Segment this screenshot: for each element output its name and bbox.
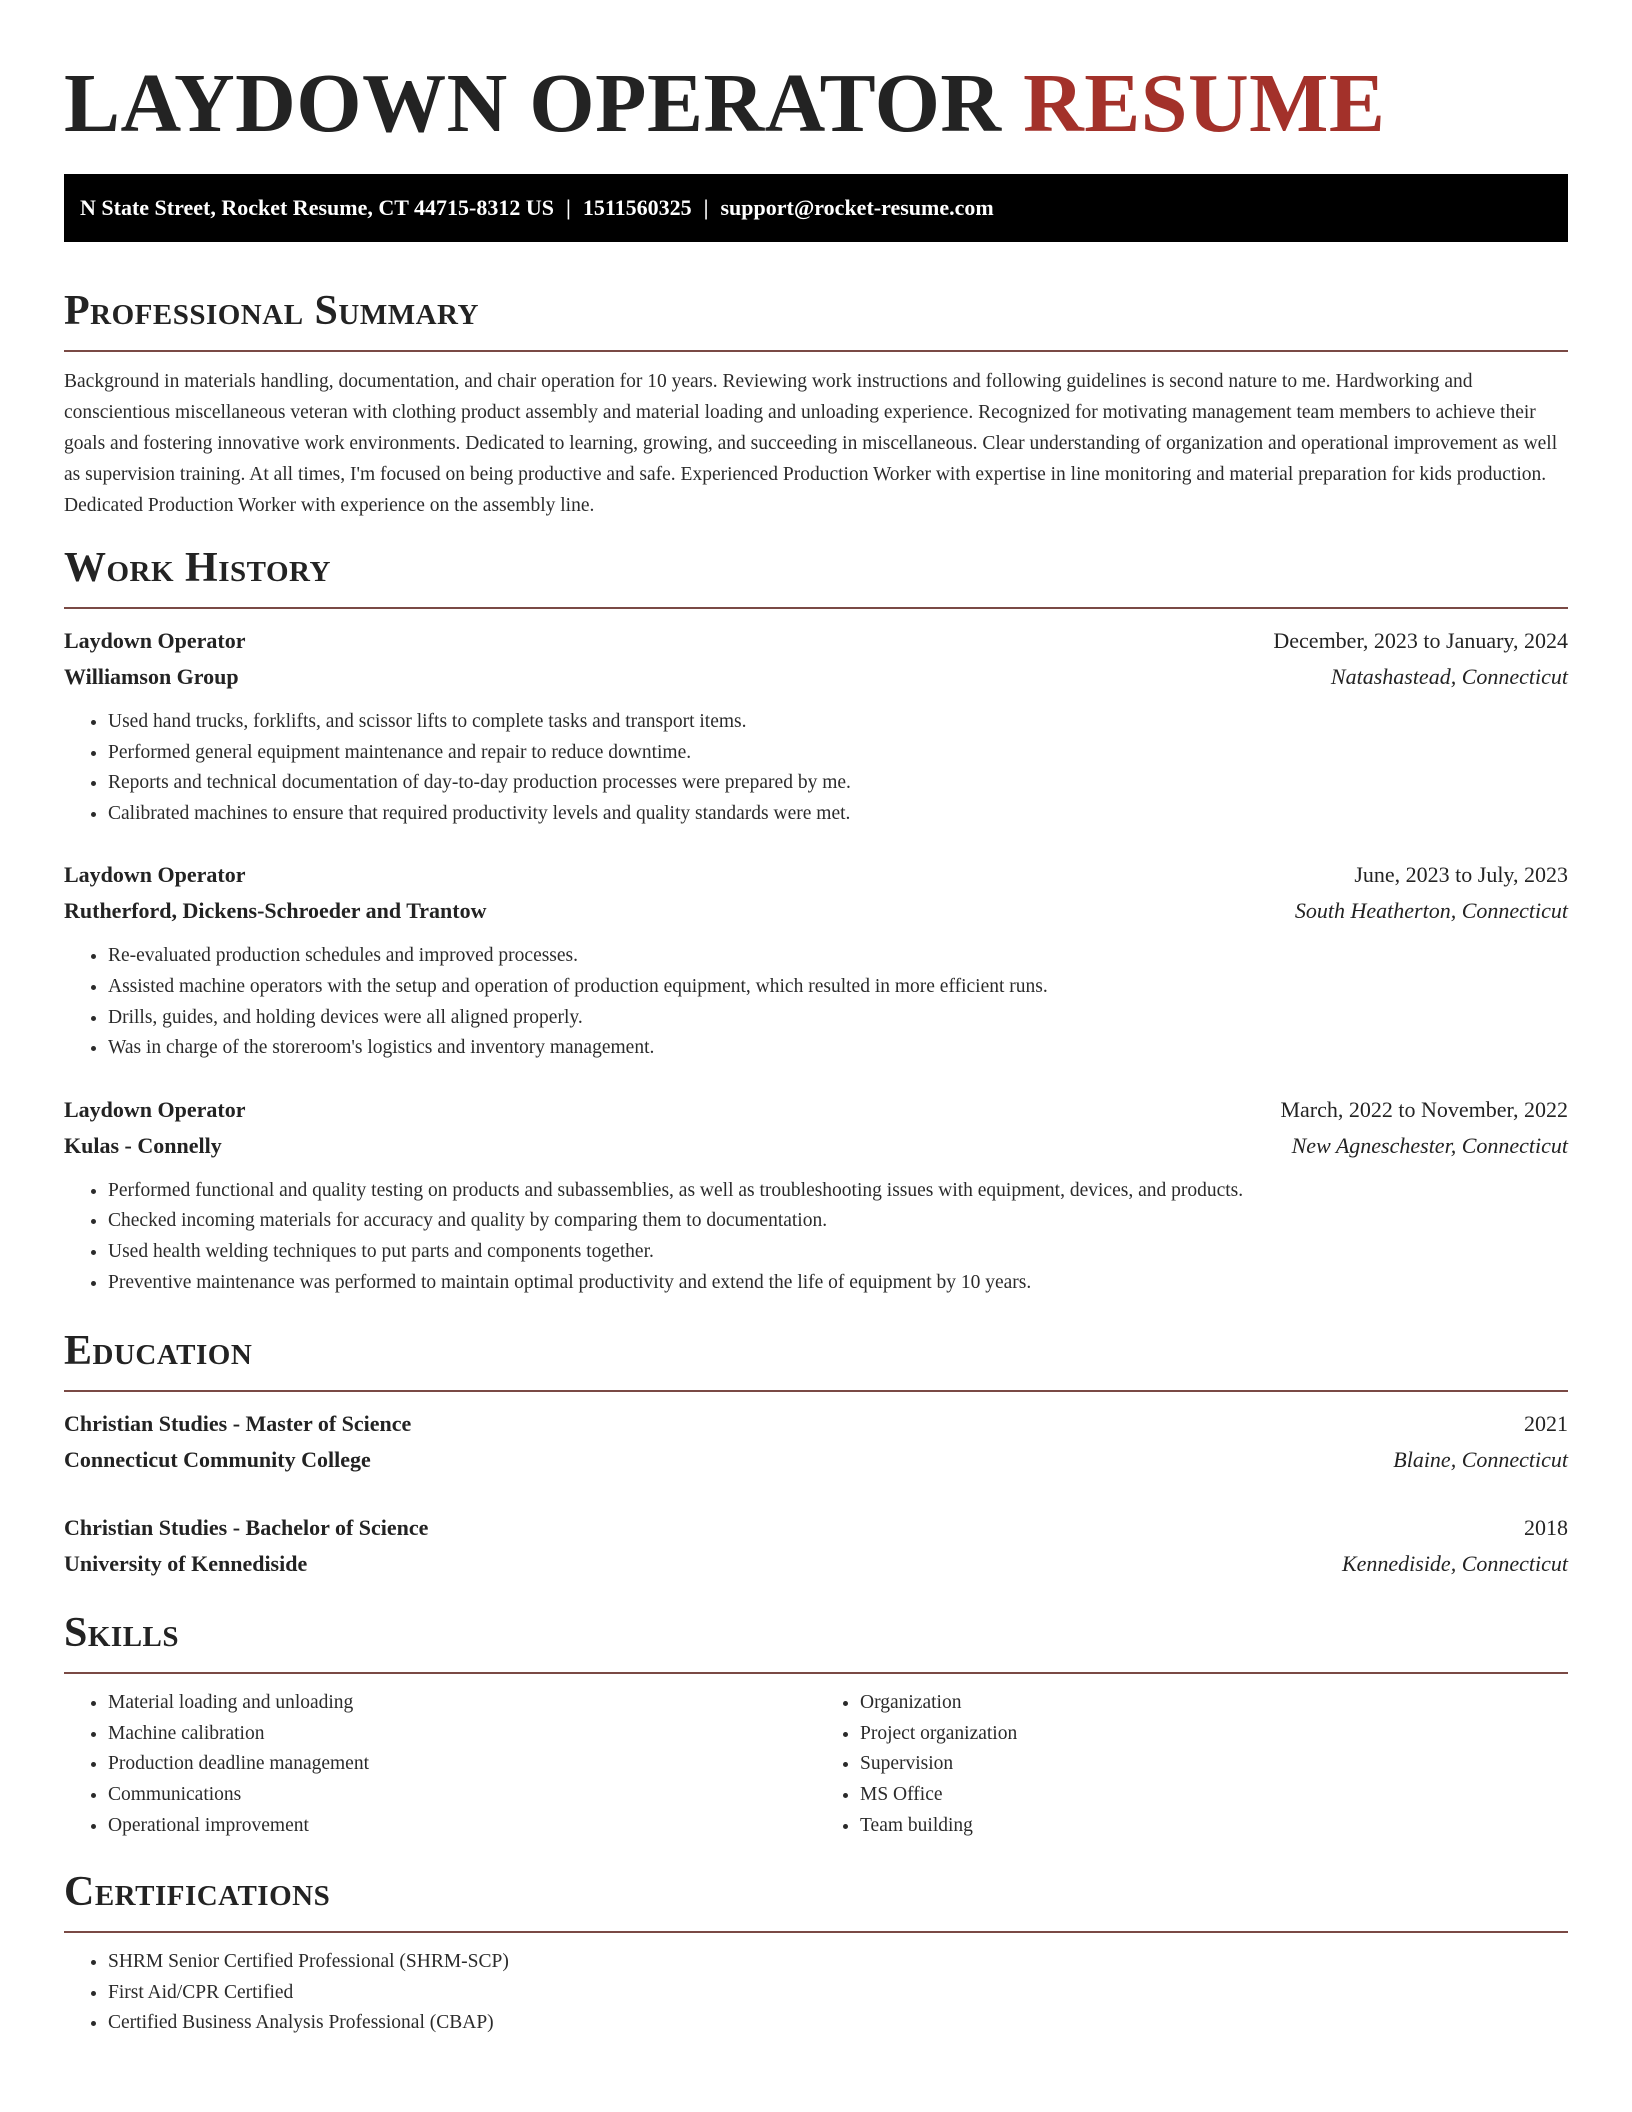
list-item: • Drills, guides, and holding devices were all aligned properly. (108, 1003, 1568, 1034)
job-duties-list (64, 707, 1568, 829)
contact-bar (64, 174, 1568, 242)
list-item: • Assisted machine operators with the setup and operation of production equipment, which resulted in more efficient runs. (108, 972, 1568, 1003)
job-dates: June, 2023 to July, 2023 (1354, 862, 1568, 888)
work-history-section (64, 543, 1568, 1298)
skill-item: • MS Office (860, 1780, 1568, 1811)
job-location: South Heatherton, Connecticut (1294, 898, 1568, 924)
skill-item: • Team building (860, 1811, 1568, 1842)
skill-item: • Material loading and unloading (108, 1688, 816, 1719)
summary-section (64, 286, 1568, 521)
job-company-row (64, 659, 1568, 695)
job-location: Natashastead, Connecticut (1330, 664, 1568, 689)
education-school: Connecticut Community College (64, 1447, 371, 1473)
job-header-row (64, 623, 1568, 659)
list-item: • Used hand trucks, forklifts, and scissor lifts to complete tasks and transport items. (108, 707, 1568, 738)
skill-item: • Supervision (860, 1749, 1568, 1780)
education-year: 2021 (1524, 1411, 1568, 1437)
section-heading: Education (64, 1328, 253, 1375)
education-degree: Christian Studies - Master of Science (64, 1411, 412, 1437)
job-entry (64, 857, 1568, 1063)
certification-item: • SHRM Senior Certified Professional (SHRM-SCP) (108, 1947, 1568, 1978)
title-accent: RESUME (1023, 57, 1386, 150)
education-school: University of Kennediside (64, 1551, 308, 1577)
education-entry (64, 1510, 1568, 1582)
list-item: • Was in charge of the storeroom's logistics and inventory management. (108, 1033, 1568, 1064)
section-divider (64, 1931, 1568, 1933)
job-title: Laydown Operator (64, 1096, 246, 1122)
skill-item: • Operational improvement (108, 1811, 816, 1842)
section-heading: Professional Summary (64, 288, 479, 334)
job-company-row (64, 893, 1568, 929)
education-degree-row (64, 1406, 1568, 1442)
job-header-row (64, 1092, 1568, 1128)
section-heading: Work History (64, 545, 331, 591)
job-company: Kulas - Connelly (64, 1132, 222, 1158)
skill-item: • Communications (108, 1780, 816, 1811)
job-duties-list (64, 941, 1568, 1063)
summary-text: Background in materials handling, documentation, and chair operation for 10 years. Reviewing work instructions and following guidelines is second nature to me. Hardworking and conscientious miscellaneous veteran with clothing product assembly and material loading and unloading experience. Recognized for motivating management team members to achieve their goals and fostering innovative work environments. Dedicated to learning, growing, and succeeding in miscellaneous. Clear understanding of organization and operational improvement as well as supervision training. At all times, I'm focused on being productive and safe. Experienced Production Worker with expertise in line monitoring and material preparation for kids production. Dedicated Production Worker with experience on the assembly line. (64, 371, 1558, 516)
job-company: Rutherford, Dickens-Schroeder and Trantow (64, 898, 487, 924)
skills-list-left (64, 1688, 816, 1841)
education-location: Kennediside, Connecticut (1341, 1551, 1568, 1577)
contact-phone: 1511560325 (582, 195, 692, 220)
education-school-row (64, 1546, 1568, 1582)
certifications-list (64, 1947, 1568, 2039)
certification-item: • Certified Business Analysis Professional (CBAP) (108, 2008, 1568, 2039)
list-item: • Calibrated machines to ensure that required productivity levels and quality standards were met. (108, 799, 1568, 830)
job-location: New Agneschester, Connecticut (1291, 1132, 1568, 1158)
list-item: • Re-evaluated production schedules and improved processes. (108, 941, 1568, 972)
job-company-row (64, 1128, 1568, 1164)
education-school-row (64, 1442, 1568, 1478)
education-location: Blaine, Connecticut (1393, 1447, 1568, 1473)
list-item: • Performed functional and quality testing on products and subassemblies, as well as troubleshooting issues with equipment, devices, and products. (108, 1176, 1568, 1207)
contact-separator: | (565, 195, 571, 220)
education-degree-row (64, 1510, 1568, 1546)
job-company: Williamson Group (64, 664, 239, 689)
education-degree: Christian Studies - Bachelor of Science (64, 1515, 429, 1541)
skills-list-right (816, 1688, 1568, 1841)
job-header-row (64, 857, 1568, 893)
job-dates: December, 2023 to January, 2024 (1273, 628, 1568, 653)
skills-section (64, 1608, 1568, 1841)
list-item: • Preventive maintenance was performed to maintain optimal productivity and extend the life of equipment by 10 years. (108, 1268, 1568, 1299)
section-divider (64, 607, 1568, 609)
job-entry (64, 623, 1568, 829)
section-divider (64, 350, 1568, 352)
resume-title (64, 0, 1568, 150)
skills-grid (64, 1688, 1568, 1841)
job-entry (64, 1092, 1568, 1298)
list-item: • Performed general equipment maintenance and repair to reduce downtime. (108, 738, 1568, 769)
education-entry (64, 1406, 1568, 1478)
title-main: LAYDOWN OPERATOR (64, 57, 1002, 150)
contact-email[interactable]: support@rocket-resume.com (720, 195, 994, 220)
skill-item: • Project organization (860, 1719, 1568, 1750)
skill-item: • Production deadline management (108, 1749, 816, 1780)
list-item: • Used health welding techniques to put parts and components together. (108, 1237, 1568, 1268)
skill-item: • Organization (860, 1688, 1568, 1719)
contact-separator: | (703, 195, 709, 220)
job-title: Laydown Operator (64, 862, 246, 888)
education-year: 2018 (1524, 1515, 1568, 1541)
skill-item: • Machine calibration (108, 1719, 816, 1750)
list-item: • Checked incoming materials for accuracy and quality by comparing them to documentation. (108, 1206, 1568, 1237)
certifications-section (64, 1867, 1568, 2039)
education-section (64, 1326, 1568, 1582)
job-dates: March, 2022 to November, 2022 (1280, 1096, 1568, 1122)
job-title: Laydown Operator (64, 628, 246, 653)
section-heading: Skills (64, 1610, 180, 1657)
job-duties-list (64, 1176, 1568, 1298)
certification-item: • First Aid/CPR Certified (108, 1978, 1568, 2009)
section-divider (64, 1390, 1568, 1392)
section-heading: Certifications (64, 1869, 331, 1916)
contact-address: N State Street, Rocket Resume, CT 44715-8312 US (80, 195, 554, 220)
section-divider (64, 1672, 1568, 1674)
list-item: • Reports and technical documentation of day-to-day production processes were prepared by me. (108, 768, 1568, 799)
